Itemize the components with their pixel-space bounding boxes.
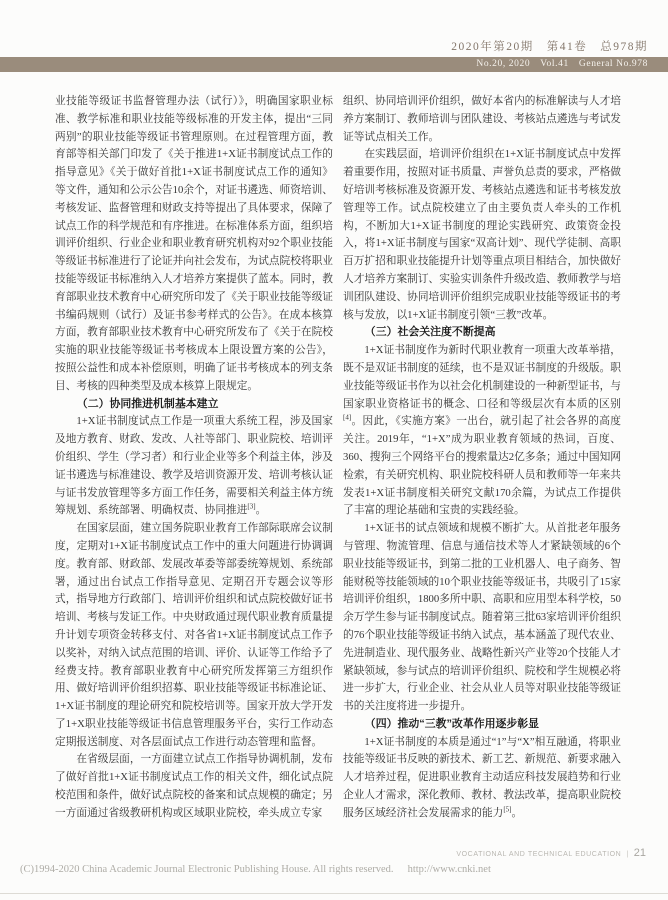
header-bar	[0, 57, 668, 72]
paragraph: 业技能等级证书监督管理办法（试行）》，明确国家职业标准、教学标准和职业技能等级标准的开发主体，提出“三同两别”的职业技能等级证书管理原则。在过程管理方面，教育部等相关部门印发了《关于推进1+X证书制度试点工作的指导意见》《关于做好首批1+X证书制度试点工作的通知》等文件，通知和公示公告10余个，对证书遴选、师资培训、考核发证、监督管理和财政支持等提出了具体要求，保障了试点工作的科学规范和有序推进。在标准体系方面，组织培训评价组织、行业企业和职业教育研究机构对92个职业技能等级证书标准进行了论证并向社会发布，为试点院校将职业技能等级证书标准纳入人才培养方案提供了蓝本。同时，教育部职业技术教育中心研究所印发了《关于职业技能等级证书编码规则（试行）及证书参考样式的公告》。在成本核算方面，教育部职业技术教育中心研究所发布了《关于在院校实施的职业技能等级证书考核成本上限设置方案的公告》，按照公益性和成本补偿原则，明确了证书考核成本的列支条目、考核的四种类型及成本核算上限规定。	[55, 95, 333, 392]
issue-info-en: No.20, 2020 Vol.41 General No.978	[476, 59, 648, 69]
paragraph: 1+X证书制度试点工作是一项重大系统工程，涉及国家及地方教育、财政、发改、人社等部门、职业院校、培训评价组织、学生（学习者）和行业企业等多个利益主体，涉及证书遴选与标准建设、教学及培训资源开发、培训考核认证与证书发放管理等多方面工作任务，需要相关利益主体方统筹规划、系统部署、明确权责、协同推进[3]。	[55, 415, 333, 517]
journal-name-en: VOCATIONAL AND TECHNICAL EDUCATION	[456, 851, 622, 858]
running-footer	[456, 847, 646, 859]
paragraph: 1+X证书的试点领域和规模不断扩大。从首批老年服务与管理、物流管理、信息与通信技术等人才紧缺领域的6个职业技能等级证书，到第二批的工业机器人、电子商务、智能财税等技能领域的10个职业技能等级证书，共吸引了15家培训评价组织，1800多所中职、高职和应用型本科学校，50余万学生参与证书制度试点。随着第三批63家培训评价组织的76个职业技能等级证书纳入试点，基本涵盖了现代农业、先进制造业、现代服务业、战略性新兴产业等20个技能人才紧缺领域，参与试点的培训评价组织、院校和学生规模必将进一步扩大，行业企业、社会从业人员等对职业技能等级证书的关注度将进一步提升。	[343, 522, 621, 713]
footer-divider: |	[626, 851, 629, 858]
right-column	[343, 93, 621, 845]
paragraph: 在实践层面，培训评价组织在1+X证书制度试点中发挥着重要作用，按照对证书质量、声誉负总责的要求，严格做好培训考核标准及资源开发、考核站点遴选和证书考核发放管理等工作。试点院校建立了由主要负责人牵头的工作机构，不断加大1+X证书制度的理论实践研究、政策资金投入，将1+X证书制度与国家“双高计划”、现代学徒制、高职百万扩招和职业技能提升计划等重点项目相结合，加快做好人才培养方案制订、实验实训条件升级改造、教师教学与培训团队建设、协同培训评价组织完成职业技能等级证书的考核与发放，以1+X证书制度引领“三教”改革。	[343, 148, 621, 321]
paragraph: 在国家层面，建立国务院职业教育工作部际联席会议制度，定期对1+X证书制度试点工作中的重大问题进行协调调度。教育部、财政部、发展改革委等部委统筹规划、系统部署，通过出台试点工作指导意见、定期召开专题会议等形式，指导地方行政部门、培训评价组织和试点院校做好证书培训、考核与发证工作。中央财政通过现代职业教育质量提升计划专项资金转移支付、对各省1+X证书制度试点工作予以奖补，对纳入试点范围的培训、评价、认证等工作给予了经费支持。教育部职业教育中心研究所发挥第三方组织作用、做好培训评价组织招募、职业技能等级证书标准论证、1+X证书制度的理论研究和院校培训等。国家开放大学开发了1+X职业技能等级证书信息管理服务平台，实行工作动态定期报送制度、对各层面试点工作进行动态管理和监督。	[55, 522, 333, 748]
section-heading: （二）协同推进机制基本建立	[76, 397, 219, 410]
left-column	[55, 93, 333, 845]
copyright-text: (C)1994-2020 China Academic Journal Electronic Publishing House. All rights reserved.	[20, 864, 394, 875]
paragraph: 1+X证书制度作为新时代职业教育一项重大改革举措，既不是双证书制度的延续，也不是双证书制度的升级版。职业技能等级证书作为以社会化机制建设的一种新型证书，与国家职业资格证书的概念、口径和等级层次有本质的区别[4]。因此，《实施方案》一出台，就引起了社会各界的高度关注。2019年，“1+X”成为职业教育领域的热词，百度、360、搜狗三个网络平台的搜索量达2亿多条；通过中国知网检索，有关研究机构、职业院校科研人员和教师等一年来共发表1+X证书制度相关研究文献170余篇，为试点工作提供了丰富的理论基础和宝贵的实践经验。	[343, 344, 621, 517]
issue-info-cn: 2020年第20期 第41卷 总978期	[451, 41, 648, 53]
section-heading: （四）推动“三教”改革作用逐步彰显	[364, 717, 540, 730]
article-body	[55, 93, 621, 845]
section-heading: （三）社会关注度不断提高	[364, 326, 496, 339]
paragraph: 组织、协同培训评价组织，做好本省内的标准解读与人才培养方案制订、教师培训与团队建设、考核站点遴选与考试发证等试点相关工作。	[343, 95, 621, 143]
page-bottom-rule	[0, 893, 668, 894]
reference-marker: [4]	[343, 413, 352, 422]
reference-marker: [3]	[247, 502, 256, 511]
reference-marker: [5]	[503, 805, 512, 814]
page-number: 21	[633, 847, 646, 859]
paragraph: 在省级层面，一方面建立试点工作指导协调机制，发布了做好首批1+X证书制度试点工作的相关文件，细化试点院校范围和条件，做好试点院校的备案和试点规模的确定；另一方面通过省级教研机构或区域职业院校，牵头成立专家	[55, 753, 333, 819]
copyright-line	[20, 864, 652, 875]
paragraph: 1+X证书制度的本质是通过“1”与“X”相互融通，将职业技能等级证书反映的新技术、新工艺、新规范、新要求融入人才培养过程，促进职业教育主动适应科技发展趋势和行业企业人才需求，深化教师、教材、教法改革，提高职业院校服务区域经济社会发展需求的能力[5]。	[343, 735, 621, 819]
cnki-url: http://www.cnki.net	[407, 864, 491, 875]
